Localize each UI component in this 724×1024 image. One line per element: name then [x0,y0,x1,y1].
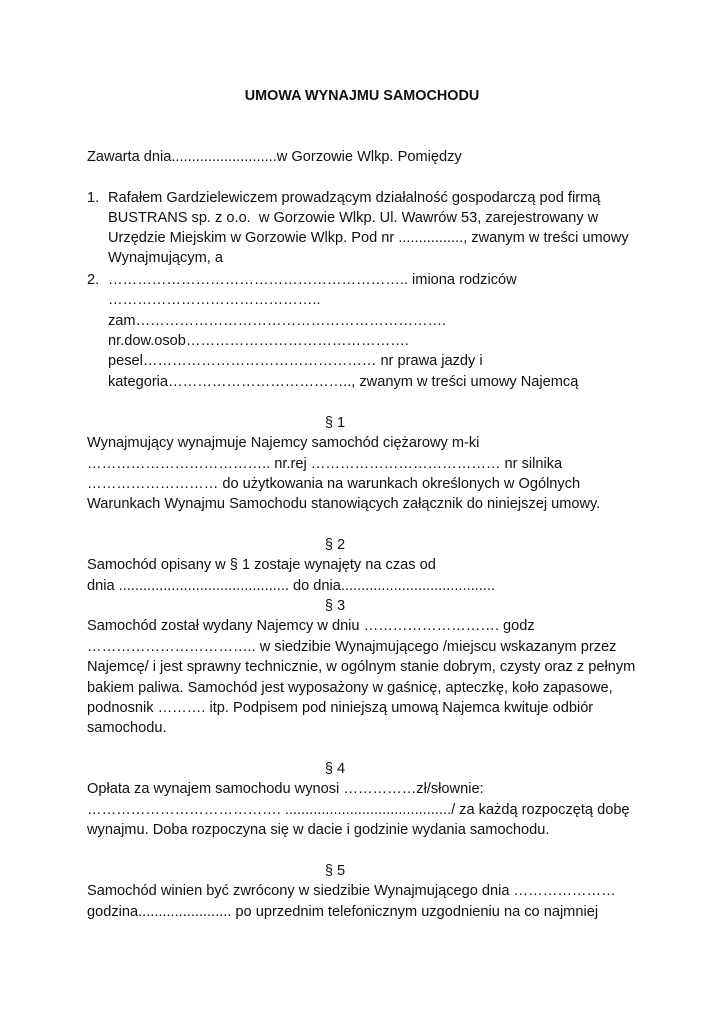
section-1-line: ……………………………….. nr.rej ………………………………… nr silnika [87,456,563,472]
section-3-line: Samochód został wydany Najemcy w dniu ………………………. godz [87,618,535,634]
document-title: UMOWA WYNAJMU SAMOCHODU [244,88,480,104]
party-2-line: zam………………………………………………………. [108,313,447,329]
party-1-number: 1. [87,190,100,206]
section-4-line: …………………………………. ........................................./ za każdą rozpoczętą dobę [87,802,630,818]
section-2-heading: § 2 [324,537,346,553]
section-3-line: samochodu. [87,720,167,736]
section-4-heading: § 4 [324,761,346,777]
section-1-line: Wynajmujący wynajmuje Najemcy samochód ciężarowy m-ki [87,435,480,451]
section-3-line: Najemcę/ i jest sprawny technicznie, w ogólnym stanie dobrym, czysty oraz z pełnym [87,659,636,675]
section-5-heading: § 5 [324,863,346,879]
party-2-line: …………………………………………………….. imiona rodziców [108,272,517,288]
party-1-line: BUSTRANS sp. z o.o. w Gorzowie Wlkp. Ul. Wawrów 53, zarejestrowany w [108,210,599,226]
section-3-line: bakiem paliwa. Samochód jest wyposażony w gaśnicę, apteczkę, koło zapasowe, [87,680,613,696]
party-2-number: 2. [87,272,100,288]
section-5-line: Samochód winien być zwrócony w siedzibie Wynajmującego dnia ………………… [87,883,616,899]
section-5-line: godzina....................... po uprzednim telefonicznym uzgodnieniu na co najmniej [87,904,599,920]
section-1-line: ……………………… do użytkowania na warunkach określonych w Ogólnych [87,476,581,492]
party-1-line: Rafałem Gardzielewiczem prowadzącym działalność gospodarczą pod firmą [108,190,601,206]
party-1-line: Urzędzie Miejskim w Gorzowie Wlkp. Pod nr ................, zwanym w treści umowy [108,230,629,246]
party-2-line: pesel………………………………………… nr prawa jazdy i [108,353,483,369]
section-2-line: Samochód opisany w § 1 zostaje wynajęty na czas od [87,557,436,573]
section-3-heading: § 3 [324,598,346,614]
section-4-line: wynajmu. Doba rozpoczyna się w dacie i godzinie wydania samochodu. [87,822,550,838]
section-2-line: dnia .......................................... do dnia...................................... [87,578,495,594]
party-1-line: Wynajmującym, a [108,250,224,266]
intro-line: Zawarta dnia..........................w Gorzowie Wlkp. Pomiędzy [87,149,462,165]
section-3-line: podnosnik ………. itp. Podpisem pod niniejszą umową Najemca kwituje odbiór [87,700,594,716]
section-3-line: …………………………….. w siedzibie Wynajmującego /miejscu wskazanym przez [87,639,617,655]
section-4-line: Opłata za wynajem samochodu wynosi ……………zł/słownie: [87,781,484,797]
section-1-line: Warunkach Wynajmu Samochodu stanowiących załącznik do niniejszej umowy. [87,496,601,512]
party-2-line: nr.dow.osob………………………………………. [108,333,409,349]
party-2-line: …………………………………….. [108,292,321,308]
party-2-line: kategoria……………………………….., zwanym w treści umowy Najemcą [108,374,579,390]
section-1-heading: § 1 [324,415,346,431]
